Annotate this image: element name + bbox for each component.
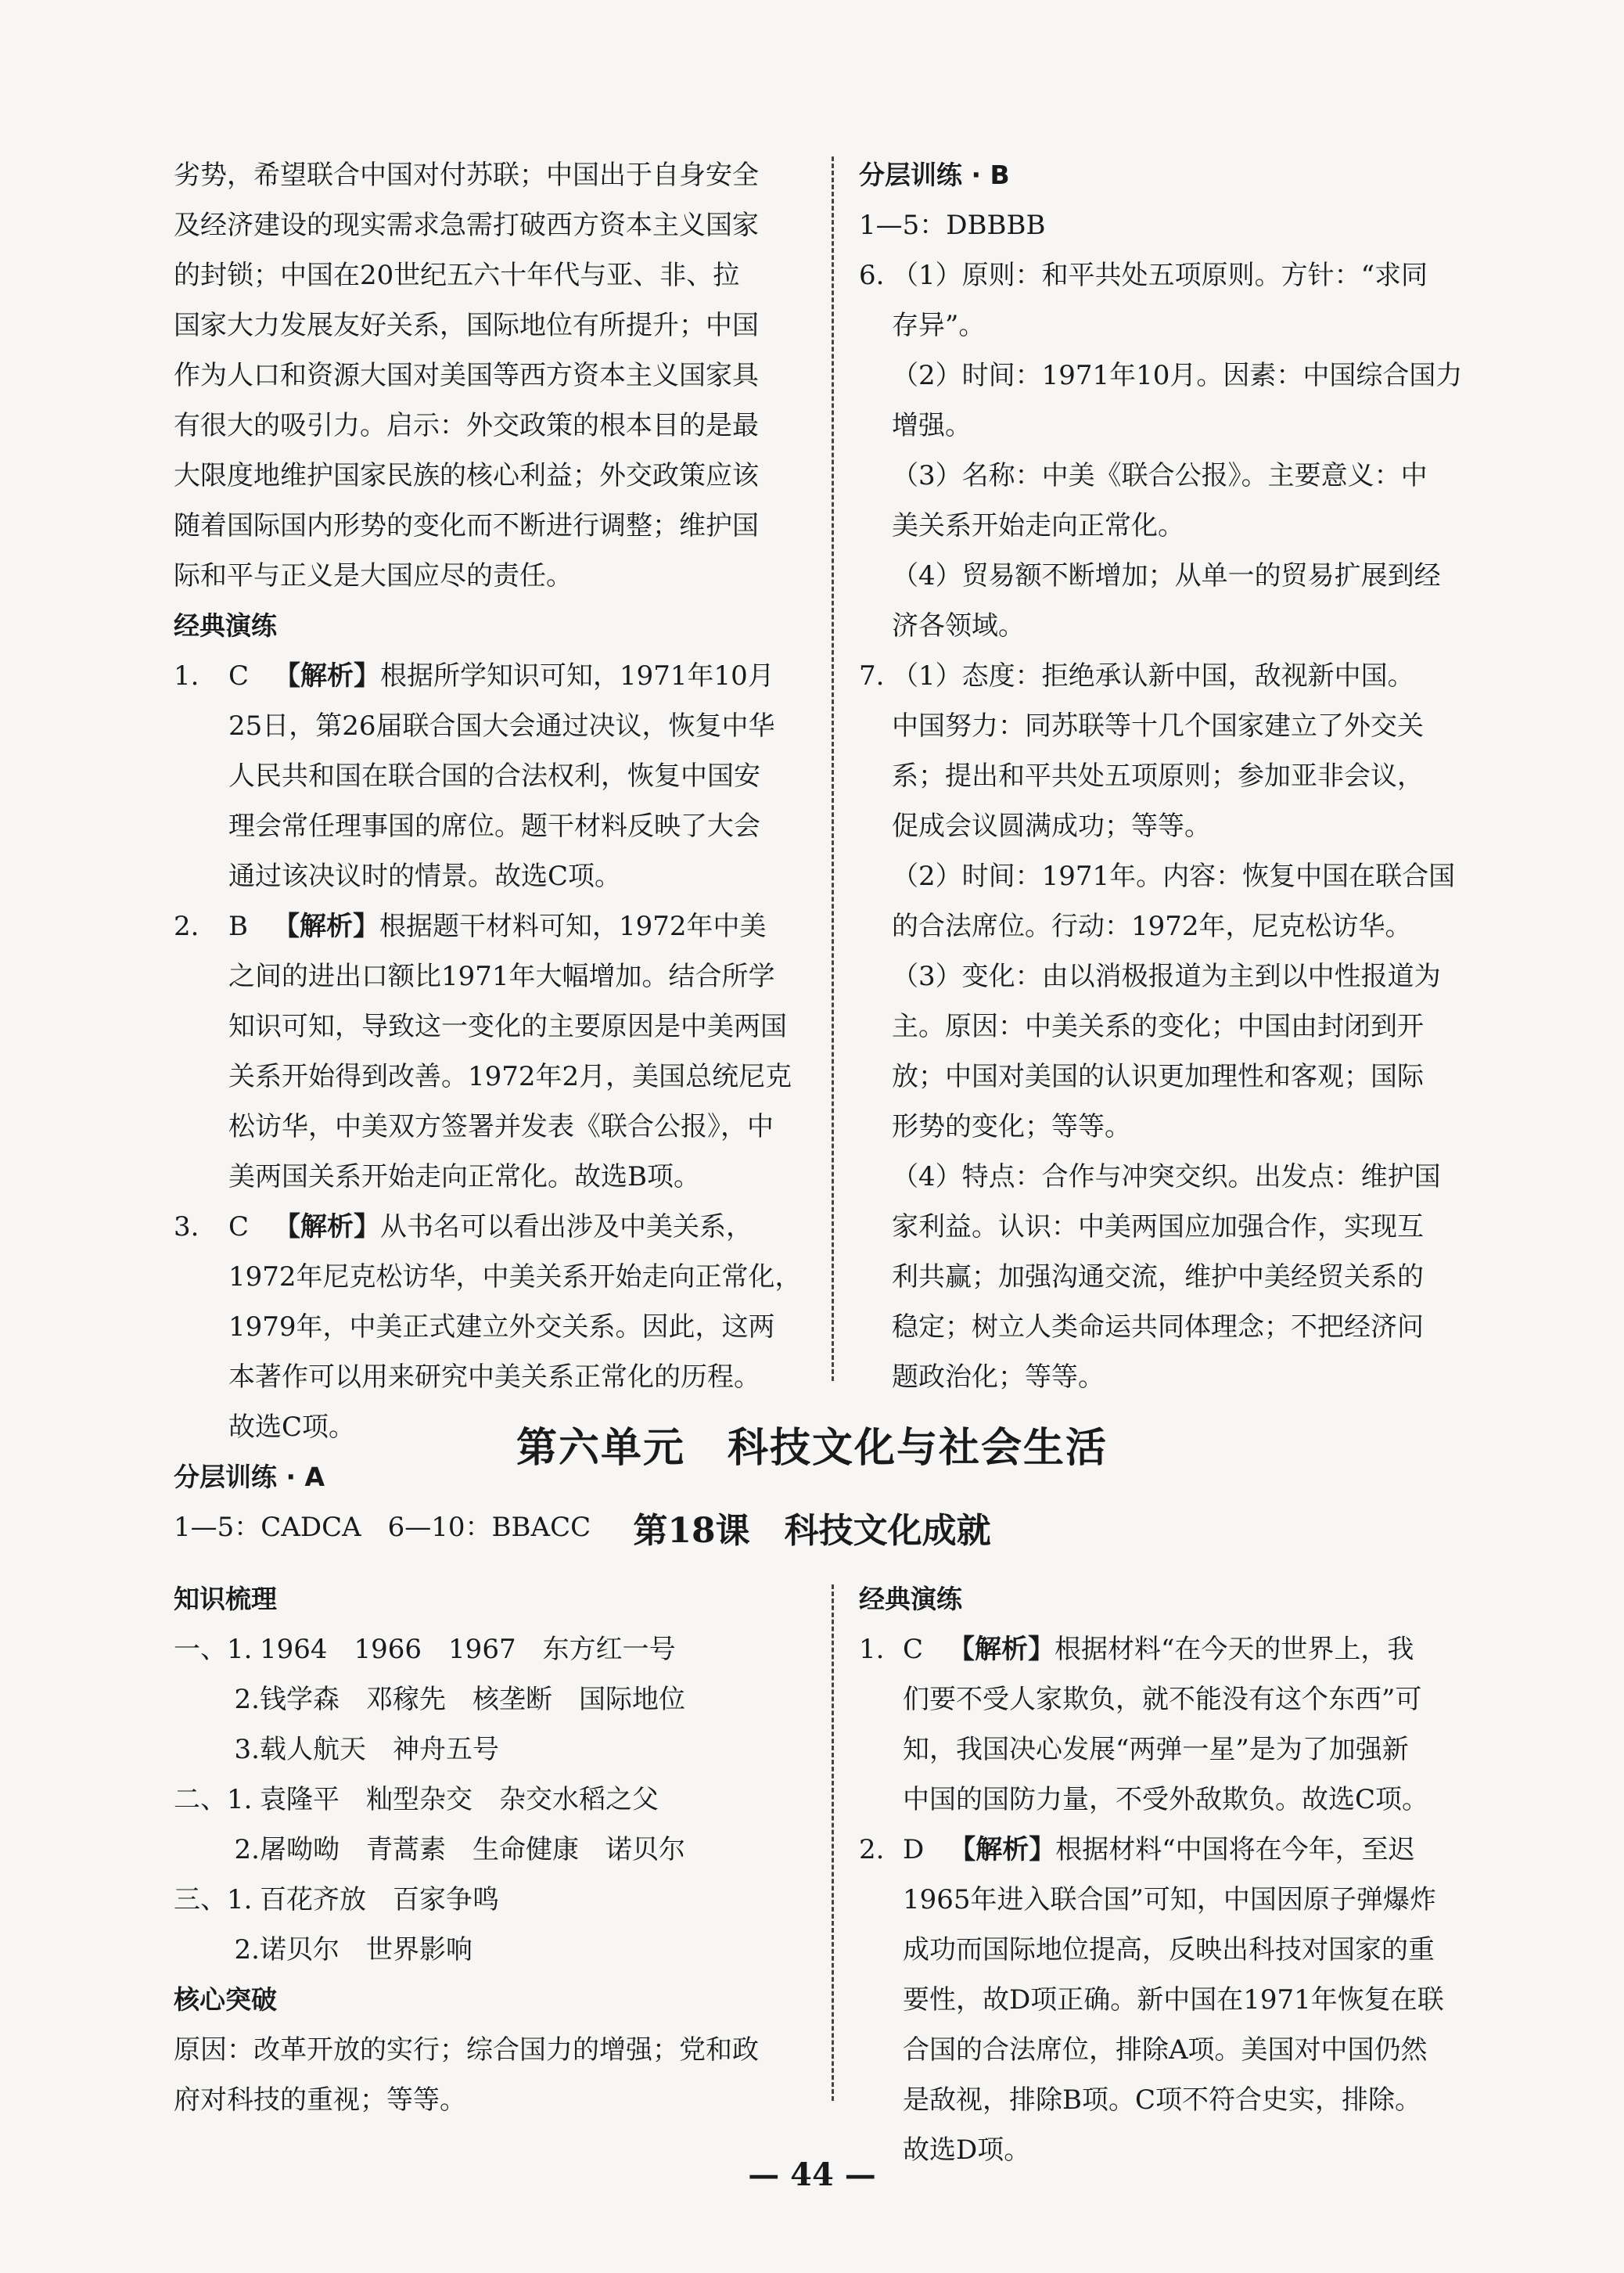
answer-text: 故选C项。 (228, 1412, 356, 1443)
section-heading-jingdian: 经典演练 (859, 1584, 962, 1614)
lesson-title: 第18课 科技文化成就 (633, 1511, 991, 1551)
answer-text: 中国努力：同苏联等十几个国家建立了外交关 (892, 710, 1424, 742)
section-heading-fenceng-a: 分层训练 · A (174, 1462, 325, 1492)
answer-text: 理会常任理事国的席位。题干材料反映了大会 (228, 811, 760, 842)
line-text: 屠呦呦 青蒿素 生命健康 诺贝尔 (260, 1834, 685, 1865)
text-line: 府对科技的重视；等等。 (174, 2084, 466, 2116)
answer-text: 美两国关系开始走向正常化。故选B项。 (228, 1161, 700, 1192)
answer-text: 是敌视，排除B项。C项不符合史实，排除。 (903, 2084, 1421, 2116)
answer-text: 利共赢；加强沟通交流，维护中美经贸关系的 (892, 1261, 1424, 1293)
knowledge-line (174, 1674, 823, 1725)
page-number: — 44 — (748, 2156, 876, 2193)
knowledge-line (174, 1925, 823, 1975)
answer-text: 的合法席位。行动：1972年，尼克松访华。 (892, 911, 1412, 942)
answer-text: 根据所学知识可知，1971年10月 (380, 660, 774, 692)
answer-text: （3）变化：由以消极报道为主到以中性报道为 (892, 961, 1441, 992)
answer-text: 1965年进入联合国”可知，中国因原子弹爆炸 (903, 1884, 1436, 1915)
text-line: 大限度地维护国家民族的核心利益；外交政策应该 (174, 460, 759, 491)
answer-text: 要性，故D项正确。新中国在1971年恢复在联 (903, 1984, 1444, 2016)
text-line: 国家大力发展友好关系，国际地位有所提升；中国 (174, 310, 759, 341)
text-line: 劣势，希望联合中国对付苏联；中国出于自身安全 (174, 160, 759, 191)
answer-text: （2）时间：1971年。内容：恢复中国在联合国 (892, 861, 1456, 892)
text-line: 的封锁；中国在20世纪五六十年代与亚、非、拉 (174, 260, 740, 291)
text-line: 随着国际国内形势的变化而不断进行调整；维护国 (174, 510, 759, 541)
answer-text: （4）贸易额不断增加；从单一的贸易扩展到经 (892, 560, 1441, 592)
line-text: 百花齐放 百家争鸣 (260, 1884, 499, 1915)
answer-text: （2）时间：1971年10月。因素：中国综合国力 (892, 360, 1463, 391)
knowledge-line (174, 1725, 823, 1775)
answer-text: 们要不受人家欺负，就不能没有这个东西”可 (903, 1684, 1422, 1715)
answer-item (174, 901, 823, 1202)
unit-title: 第六单元 科技文化与社会生活 (516, 1425, 1108, 1472)
answer-text: 1972年尼克松访华，中美关系开始走向正常化， (228, 1261, 802, 1293)
knowledge-line (174, 1624, 823, 1674)
line-prefix: 2. (234, 1684, 260, 1715)
answer-text: （1）态度：拒绝承认新中国，敌视新中国。 (892, 660, 1414, 692)
answer-letter: D (903, 1834, 925, 1865)
analysis-tag: 【解析】 (274, 1211, 381, 1243)
answer-text: （3）名称：中美《联合公报》。主要意义：中 (892, 460, 1428, 491)
item-number: 6. (859, 260, 885, 291)
question-6 (859, 250, 1500, 651)
line-text: 钱学森 邓稼先 核垄断 国际地位 (260, 1684, 685, 1715)
section-heading-hexin: 核心突破 (174, 1984, 277, 2015)
answer-text: 25日，第26届联合国大会通过决议，恢复中华 (228, 710, 775, 742)
answer-text: 1979年，中美正式建立外交关系。因此，这两 (228, 1311, 775, 1343)
answer-text: 形势的变化；等等。 (892, 1111, 1131, 1142)
text-line: 及经济建设的现实需求急需打破西方资本主义国家 (174, 210, 759, 241)
section-heading-fenceng-b: 分层训练 · B (859, 160, 1010, 190)
answer-text: 成功而国际地位提高，反映出科技对国家的重 (903, 1934, 1435, 1965)
item-number: 1. (859, 1634, 885, 1665)
top-right-column (859, 150, 1500, 1402)
fenceng-a-answers: 1—5：CADCA 6—10：BBACC (174, 1512, 591, 1543)
answer-text: 松访华，中美双方签署并发表《联合公报》，中 (228, 1111, 774, 1142)
text-line: 原因：改革开放的实行；综合国力的增强；党和政 (174, 2034, 759, 2066)
answer-item (174, 651, 823, 901)
bottom-right-column (859, 1574, 1500, 2175)
answer-text: 之间的进出口额比1971年大幅增加。结合所学 (228, 961, 775, 992)
knowledge-line (174, 1825, 823, 1875)
line-prefix: 三、1. (174, 1884, 253, 1915)
line-prefix: 二、1. (174, 1784, 253, 1815)
answer-text: 本著作可以用来研究中美关系正常化的历程。 (228, 1361, 760, 1393)
answer-letter: C (903, 1634, 924, 1665)
answer-text: 促成会议圆满成功；等等。 (892, 811, 1211, 842)
analysis-tag: 【解析】 (949, 1834, 1056, 1865)
bottom-left-column (174, 1574, 823, 2125)
answer-item (859, 1624, 1500, 1825)
analysis-tag: 【解析】 (274, 660, 381, 692)
section-heading-zhishi: 知识梳理 (174, 1584, 277, 1614)
answer-text: 系；提出和平共处五项原则；参加亚非会议， (892, 761, 1424, 792)
column-divider (832, 156, 834, 1381)
answer-text: 知，我国决心发展“两弹一星”是为了加强新 (903, 1734, 1409, 1765)
text-line: 有很大的吸引力。启示：外交政策的根本目的是最 (174, 410, 759, 441)
answer-text: 根据材料“在今天的世界上，我 (1055, 1634, 1414, 1665)
knowledge-line (174, 1775, 823, 1825)
line-text: 袁隆平 籼型杂交 杂交水稻之父 (260, 1784, 659, 1815)
line-prefix: 2. (234, 1834, 260, 1865)
item-number: 2. (859, 1834, 885, 1865)
answer-text: （4）特点：合作与冲突交织。出发点：维护国 (892, 1161, 1441, 1192)
line-text: 1964 1966 1967 东方红一号 (260, 1634, 676, 1665)
answer-letter: C (228, 660, 250, 692)
answer-text: 根据题干材料可知，1972年中美 (379, 911, 767, 942)
section-heading-jingdian: 经典演练 (174, 610, 277, 641)
item-number: 7. (859, 660, 885, 692)
answer-text: 放；中国对美国的认识更加理性和客观；国际 (892, 1061, 1424, 1092)
answer-letter: B (228, 911, 248, 942)
answer-text: 通过该决议时的情景。故选C项。 (228, 861, 622, 892)
line-text: 诺贝尔 世界影响 (260, 1934, 472, 1965)
knowledge-line (174, 1875, 823, 1925)
text-line: 际和平与正义是大国应尽的责任。 (174, 560, 573, 592)
column-divider (832, 1584, 834, 2101)
answer-text: 稳定；树立人类命运共同体理念；不把经济问 (892, 1311, 1424, 1343)
answer-text: 家利益。认识：中美两国应加强合作，实现互 (892, 1211, 1424, 1243)
line-text: 载人航天 神舟五号 (260, 1734, 499, 1765)
answer-text: 合国的合法席位，排除A项。美国对中国仍然 (903, 2034, 1428, 2066)
answer-item (859, 1825, 1500, 2175)
answer-text: 从书名可以看出涉及中美关系， (380, 1211, 753, 1243)
top-left-column (174, 150, 823, 1552)
item-number: 1. (174, 660, 199, 692)
answer-text: 济各领域。 (892, 610, 1025, 642)
line-prefix: 3. (234, 1734, 260, 1765)
line-prefix: 2. (234, 1934, 260, 1965)
answer-text: 美关系开始走向正常化。 (892, 510, 1184, 541)
analysis-tag: 【解析】 (948, 1634, 1055, 1665)
answer-text: 关系开始得到改善。1972年2月，美国总统尼克 (228, 1061, 792, 1092)
answer-letter: C (228, 1211, 250, 1243)
answer-text: 人民共和国在联合国的合法权利，恢复中国安 (228, 761, 760, 792)
answer-text: 存异”。 (892, 310, 986, 341)
answer-text: 根据材料“中国将在今年，至迟 (1055, 1834, 1415, 1865)
analysis-tag: 【解析】 (273, 911, 379, 942)
answer-text: 知识可知，导致这一变化的主要原因是中美两国 (228, 1011, 787, 1042)
answer-text: 中国的国防力量，不受外敌欺负。故选C项。 (903, 1784, 1429, 1815)
answer-text: 主。原因：中美关系的变化；中国由封闭到开 (892, 1011, 1424, 1042)
text-line: 作为人口和资源大国对美国等西方资本主义国家具 (174, 360, 759, 391)
item-number: 3. (174, 1211, 199, 1243)
question-7 (859, 651, 1500, 1402)
answer-text: （1）原则：和平共处五项原则。方针：“求同 (892, 260, 1428, 291)
answer-text: 增强。 (892, 410, 972, 441)
answer-text: 故选D项。 (903, 2135, 1031, 2166)
line-prefix: 一、1. (174, 1634, 253, 1665)
answer-text: 题政治化；等等。 (892, 1361, 1105, 1393)
item-number: 2. (174, 911, 199, 942)
fenceng-b-answers: 1—5：DBBBB (859, 210, 1046, 241)
